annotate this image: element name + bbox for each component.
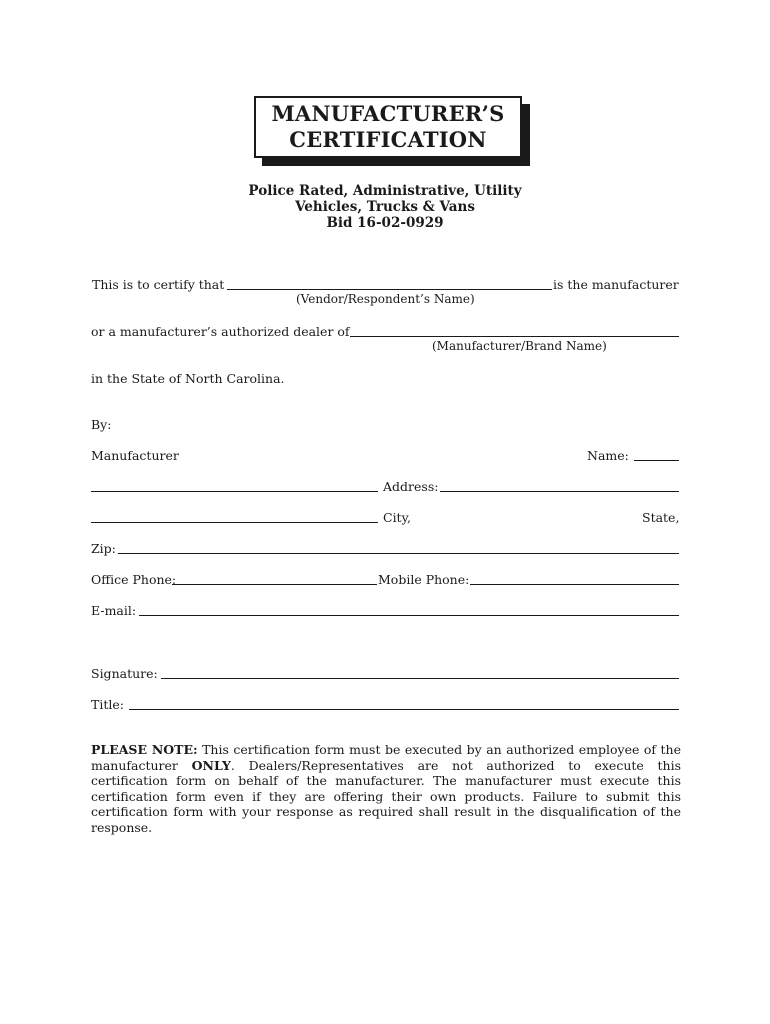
title-line-2: CERTIFICATION: [289, 127, 487, 152]
please-note-paragraph: [91, 742, 681, 835]
certify-suffix: is the manufacturer: [553, 277, 679, 292]
manufacturer-line-1[interactable]: [91, 491, 378, 492]
state-statement: in the State of North Carolina.: [91, 371, 285, 386]
city-label: City,: [383, 510, 411, 525]
mobile-phone-label: Mobile Phone:: [378, 572, 470, 587]
dealer-prefix: or a manufacturer’s authorized dealer of: [91, 324, 350, 339]
brand-name-caption: (Manufacturer/Brand Name): [432, 339, 607, 353]
subtitle-bid-number: Bid 16-02-0929: [326, 215, 444, 231]
address-label: Address:: [383, 479, 439, 494]
note-emphasis: ONLY: [191, 757, 231, 773]
subtitle-line-2: Vehicles, Trucks & Vans: [295, 199, 475, 215]
email-field[interactable]: [139, 615, 679, 616]
vendor-name-field[interactable]: [227, 289, 552, 290]
note-label: PLEASE NOTE:: [91, 742, 198, 757]
note-text-1: This certification form must be executed by an authorized employee of the manufacturer: [91, 742, 681, 773]
vendor-name-caption: (Vendor/Respondent’s Name): [296, 292, 475, 306]
manufacturer-line-2[interactable]: [91, 522, 378, 523]
title-field[interactable]: [129, 709, 679, 710]
certify-prefix: This is to certify that: [92, 277, 225, 292]
name-label: Name:: [587, 448, 629, 463]
office-phone-field[interactable]: [172, 584, 377, 585]
title-line-1: MANUFACTURER’S: [271, 101, 505, 126]
brand-name-field[interactable]: [350, 336, 679, 337]
subtitle-line-1: Police Rated, Administrative, Utility: [248, 183, 522, 199]
signature-field[interactable]: [161, 678, 679, 679]
manufacturer-label: Manufacturer: [91, 448, 179, 463]
office-phone-label: Office Phone:: [91, 572, 177, 587]
by-label: By:: [91, 417, 112, 432]
zip-field[interactable]: [118, 553, 679, 554]
signature-label: Signature:: [91, 666, 158, 681]
title-label: Title:: [91, 697, 124, 712]
state-label: State,: [642, 510, 680, 525]
mobile-phone-field[interactable]: [470, 584, 679, 585]
zip-label: Zip:: [91, 541, 116, 556]
name-field[interactable]: [634, 460, 679, 461]
email-label: E-mail:: [91, 603, 137, 618]
note-text-2: . Dealers/Representatives are not authorized to execute this certification form on behalf of the manufacturer. The manufacturer must execute this certification form even if they are offering their own products. Failure to submit this certification form with your response as required shall result in the disqualification of the response.: [91, 757, 681, 835]
title-box: [254, 96, 522, 158]
address-field[interactable]: [440, 491, 679, 492]
